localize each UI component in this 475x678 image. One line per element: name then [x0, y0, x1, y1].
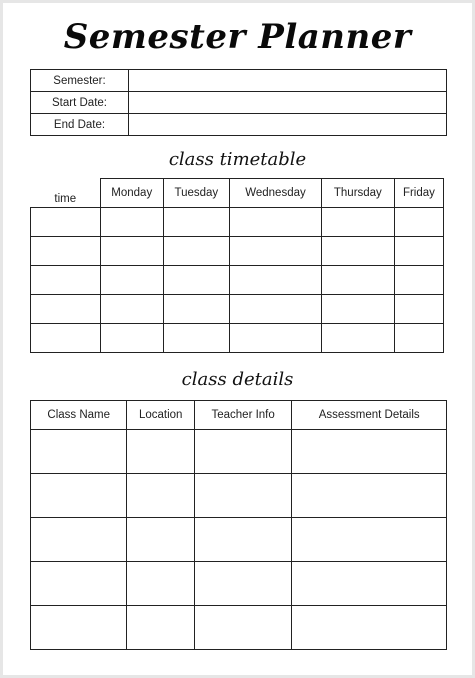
details-cell[interactable]	[31, 474, 127, 518]
details-cell[interactable]	[31, 518, 127, 562]
planner-page	[3, 3, 472, 675]
end-date-label: End Date:	[31, 114, 129, 136]
details-cell[interactable]	[31, 430, 127, 474]
page-title: Semester Planner	[63, 17, 412, 57]
location-header: Location	[127, 401, 194, 430]
day-header-friday: Friday	[394, 179, 443, 208]
details-cell[interactable]	[127, 430, 194, 474]
details-cell[interactable]	[127, 562, 194, 606]
details-cell[interactable]	[127, 474, 194, 518]
class-timetable	[30, 178, 444, 353]
semester-label: Semester:	[31, 70, 129, 92]
assessment-details-header: Assessment Details	[292, 401, 447, 430]
timetable-cell[interactable]	[31, 294, 101, 323]
details-cell[interactable]	[194, 430, 291, 474]
details-cell[interactable]	[292, 562, 447, 606]
timetable-cell[interactable]	[31, 207, 101, 236]
timetable-cell[interactable]	[321, 207, 394, 236]
details-cell[interactable]	[194, 518, 291, 562]
timetable-cell[interactable]	[394, 236, 443, 265]
timetable-cell[interactable]	[163, 323, 230, 352]
timetable-cell[interactable]	[321, 265, 394, 294]
timetable-row	[31, 294, 444, 323]
timetable-cell[interactable]	[321, 323, 394, 352]
day-header-thursday: Thursday	[321, 179, 394, 208]
details-cell[interactable]	[292, 430, 447, 474]
class-name-header: Class Name	[31, 401, 127, 430]
info-row-start-date	[31, 92, 447, 114]
info-row-semester	[31, 70, 447, 92]
timetable-row	[31, 323, 444, 352]
details-row	[31, 474, 447, 518]
class-details-table	[30, 400, 447, 650]
details-cell[interactable]	[127, 606, 194, 650]
timetable-cell[interactable]	[230, 265, 322, 294]
timetable-cell[interactable]	[394, 294, 443, 323]
start-date-label: Start Date:	[31, 92, 129, 114]
details-row	[31, 562, 447, 606]
timetable-cell[interactable]	[230, 236, 322, 265]
timetable-cell[interactable]	[101, 323, 164, 352]
details-cell[interactable]	[31, 606, 127, 650]
details-cell[interactable]	[292, 518, 447, 562]
timetable-header-row	[31, 179, 444, 208]
day-header-wednesday: Wednesday	[230, 179, 322, 208]
details-cell[interactable]	[31, 562, 127, 606]
info-row-end-date	[31, 114, 447, 136]
timetable-cell[interactable]	[230, 323, 322, 352]
teacher-info-header: Teacher Info	[194, 401, 291, 430]
timetable-cell[interactable]	[230, 294, 322, 323]
details-cell[interactable]	[292, 606, 447, 650]
timetable-row	[31, 207, 444, 236]
timetable-cell[interactable]	[163, 294, 230, 323]
details-row	[31, 518, 447, 562]
details-heading: class details	[181, 369, 294, 390]
timetable-cell[interactable]	[101, 265, 164, 294]
details-cell[interactable]	[194, 474, 291, 518]
details-header-row	[31, 401, 447, 430]
timetable-cell[interactable]	[163, 265, 230, 294]
semester-field[interactable]	[129, 70, 447, 92]
timetable-cell[interactable]	[101, 236, 164, 265]
semester-info-table	[30, 69, 447, 136]
timetable-cell[interactable]	[394, 323, 443, 352]
details-row	[31, 606, 447, 650]
timetable-cell[interactable]	[101, 207, 164, 236]
timetable-cell[interactable]	[394, 265, 443, 294]
timetable-cell[interactable]	[321, 294, 394, 323]
details-cell[interactable]	[292, 474, 447, 518]
timetable-cell[interactable]	[230, 207, 322, 236]
details-cell[interactable]	[194, 606, 291, 650]
timetable-cell[interactable]	[321, 236, 394, 265]
details-cell[interactable]	[194, 562, 291, 606]
details-cell[interactable]	[127, 518, 194, 562]
timetable-row	[31, 265, 444, 294]
timetable-cell[interactable]	[101, 294, 164, 323]
end-date-field[interactable]	[129, 114, 447, 136]
timetable-heading: class timetable	[168, 149, 307, 170]
start-date-field[interactable]	[129, 92, 447, 114]
timetable-cell[interactable]	[394, 207, 443, 236]
time-column-header: time	[31, 179, 101, 208]
timetable-cell[interactable]	[31, 265, 101, 294]
day-header-tuesday: Tuesday	[163, 179, 230, 208]
timetable-cell[interactable]	[163, 236, 230, 265]
timetable-cell[interactable]	[163, 207, 230, 236]
timetable-row	[31, 236, 444, 265]
day-header-monday: Monday	[101, 179, 164, 208]
timetable-cell[interactable]	[31, 323, 101, 352]
timetable-cell[interactable]	[31, 236, 101, 265]
details-row	[31, 430, 447, 474]
